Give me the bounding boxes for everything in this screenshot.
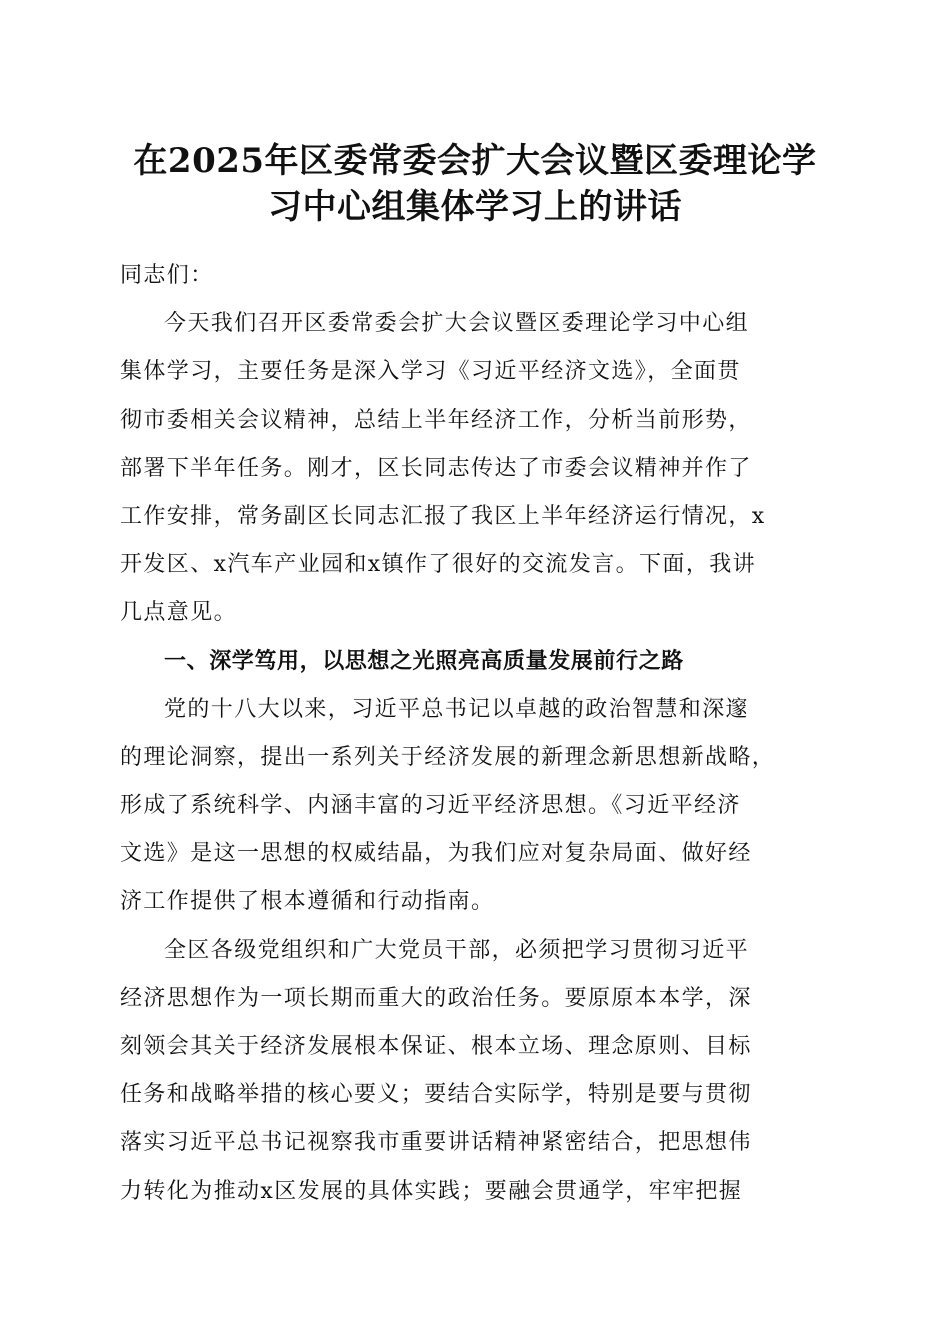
document-body bbox=[120, 252, 830, 1216]
paragraph-line: 部署下半年任务。刚才，区长同志传达了市委会议精神并作了 bbox=[120, 455, 752, 481]
paragraph-3 bbox=[120, 927, 830, 1216]
paragraph-line: 全区各级党组织和广大党员干部，必须把学习贯彻习近平 bbox=[164, 937, 750, 963]
paragraph-line: 的理论洞察，提出一系列关于经济发展的新理念新思想新战略， bbox=[120, 744, 776, 770]
paragraph-line: 力转化为推动x区发展的具体实践；要融会贯通学，牢牢把握 bbox=[120, 1178, 743, 1204]
section-heading-1: 一、深学笃用，以思想之光照亮高质量发展前行之路 bbox=[164, 648, 684, 674]
paragraph-1 bbox=[120, 300, 830, 637]
paragraph-line: 今天我们召开区委常委会扩大会议暨区委理论学习中心组 bbox=[164, 311, 750, 337]
paragraph-line: 任务和战略举措的核心要义；要结合实际学，特别是要与贯彻 bbox=[120, 1082, 752, 1108]
paragraph-line: 落实习近平总书记视察我市重要讲话精神紧密结合，把思想伟 bbox=[120, 1130, 752, 1156]
paragraph-line: 济工作提供了根本遵循和行动指南。 bbox=[120, 889, 495, 915]
paragraph-line: 集体学习，主要任务是深入学习《习近平经济文选》，全面贯 bbox=[120, 359, 741, 385]
title-line-2: 习中心组集体学习上的讲话 bbox=[268, 187, 682, 227]
paragraph-2 bbox=[120, 686, 830, 927]
title-line-1: 在2025年区委常委会扩大会议暨区委理论学 bbox=[133, 141, 817, 181]
paragraph-line: 经济思想作为一项长期而重大的政治任务。要原原本本学，深 bbox=[120, 985, 752, 1011]
document-title bbox=[100, 138, 850, 230]
salutation: 同志们： bbox=[120, 263, 214, 288]
paragraph-line: 形成了系统科学、内涵丰富的习近平经济思想。《习近平经济 bbox=[120, 793, 741, 819]
paragraph-line: 几点意见。 bbox=[120, 600, 238, 626]
paragraph-line: 彻市委相关会议精神，总结上半年经济工作，分析当前形势， bbox=[120, 407, 752, 433]
paragraph-line: 工作安排，常务副区长同志汇报了我区上半年经济运行情况，x bbox=[120, 503, 766, 529]
paragraph-line: 文选》是这一思想的权威结晶，为我们应对复杂局面、做好经 bbox=[120, 841, 752, 867]
paragraph-line: 开发区、x汽车产业园和x镇作了很好的交流发言。下面，我讲 bbox=[120, 552, 757, 578]
paragraph-line: 刻领会其关于经济发展根本保证、根本立场、理念原则、目标 bbox=[120, 1034, 752, 1059]
paragraph-line: 党的十八大以来，习近平总书记以卓越的政治智慧和深邃 bbox=[164, 696, 750, 722]
